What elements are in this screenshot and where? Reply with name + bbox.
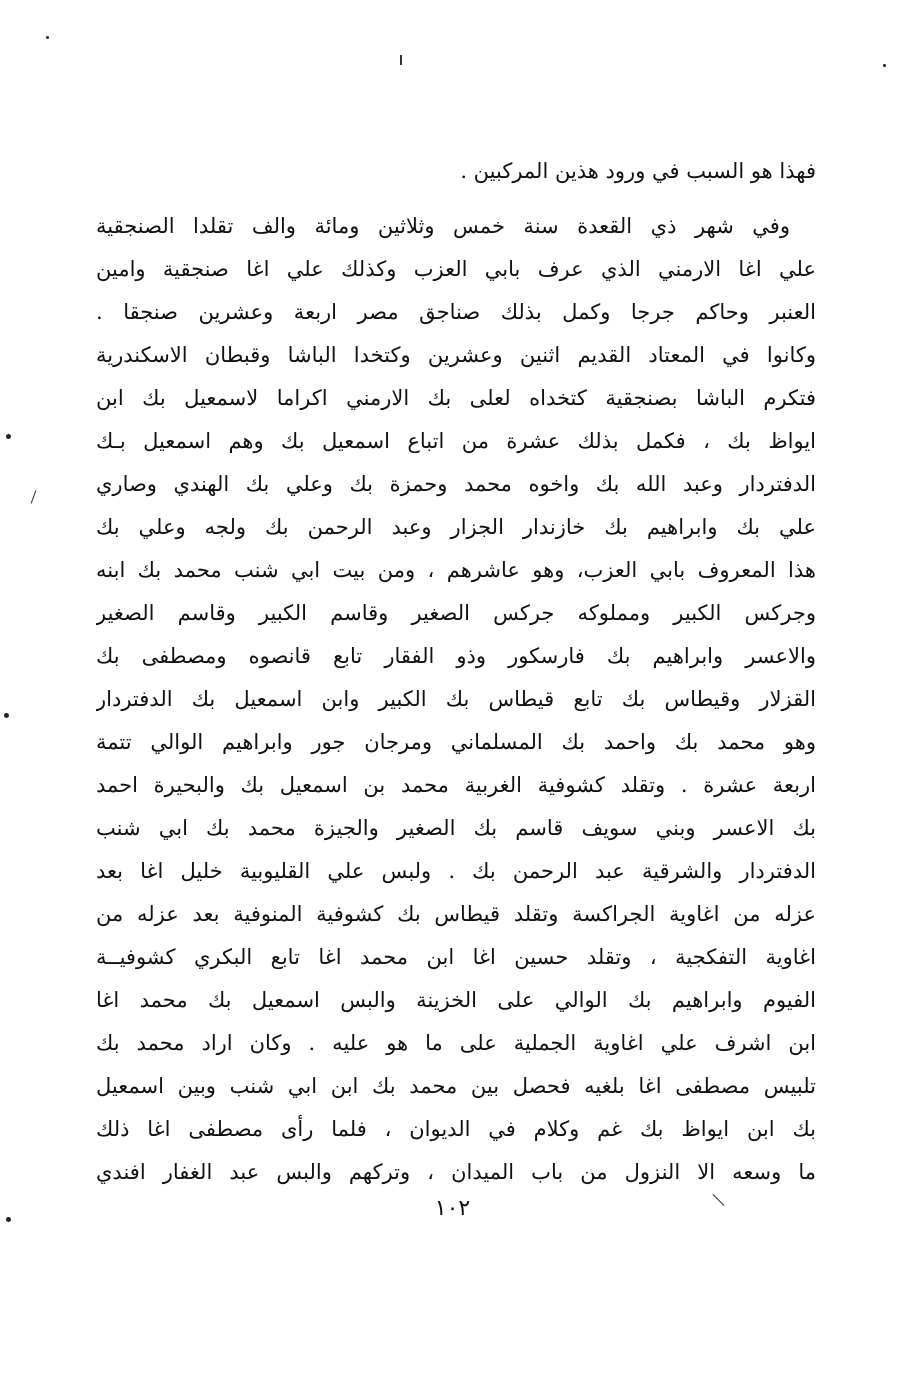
text-line: اغاوية التفكجية ، وتقلد حسين اغا ابن محمد اغا تابع البكري كشوفيــة — [96, 945, 816, 969]
text-line: الدفتردار والشرقية عبد الرحمن بك . ولبس علي القليوبية خليل اغا بعد — [96, 859, 816, 883]
text-line: ابن اشرف علي اغاوية الجملية على ما هو عليه . وكان اراد محمد بك — [96, 1031, 816, 1055]
text-line: بك الاعسر وبني سويف قاسم بك الصغير والجيزة محمد بك ابي شنب — [96, 816, 816, 840]
text-line: وجركس الكبير ومملوكه جركس الصغير وقاسم الكبير وقاسم الصغير — [96, 601, 816, 625]
text-line: هذا المعروف بابي العزب، وهو عاشرهم ، ومن بيت ابي شنب محمد بك ابنه — [96, 558, 816, 582]
body-text — [96, 150, 816, 1194]
text-line: تلبيس مصطفى اغا بلغيه فحصل بين محمد بك ابن ابي شنب وبين اسمعيل — [96, 1074, 816, 1098]
scan-mark — [31, 490, 37, 503]
text-line: وهو محمد بك واحمد بك المسلماني ومرجان جور وابراهيم الوالي تتمة — [96, 730, 816, 754]
paragraph-gap — [96, 193, 816, 205]
text-line: القزلار وقيطاس بك تابع قيطاس بك الكبير وابن اسمعيل بك الدفتردار — [96, 687, 816, 711]
scan-speck — [4, 713, 9, 718]
text-line: علي بك وابراهيم بك خازندار الجزار وعبد الرحمن بك ولجه وعلي بك — [96, 515, 816, 539]
text-line: اربعة عشرة . وتقلد كشوفية الغربية محمد بن اسمعيل بك والبحيرة احمد — [96, 773, 816, 797]
text-line: عزله من اغاوية الجراكسة وتقلد قيطاس بك كشوفية المنوفية بعد عزله من — [96, 902, 816, 926]
text-line: الدفتردار وعبد الله بك واخوه محمد وحمزة بك وعلي بك الهندي وصاري — [96, 472, 816, 496]
scan-mark — [400, 55, 402, 65]
page-number: ١٠٢ — [434, 1196, 471, 1221]
text-line: فهذا هو السبب في ورود هذين المركبين . — [460, 159, 816, 183]
text-line: وكانوا في المعتاد القديم اثنين وعشرين وكتخدا الباشا وقبطان الاسكندرية — [96, 343, 816, 367]
text-line: ايواظ بك ، فكمل بذلك عشرة من اتباع اسمعيل بك وهم اسمعيل بـك — [96, 429, 816, 453]
text-line: وفي شهر ذي القعدة سنة خمس وثلاثين ومائة والف تقلدا الصنجقية — [96, 214, 790, 238]
scan-speck — [883, 64, 886, 67]
text-line: الفيوم وابراهيم بك الوالي على الخزينة والبس اسمعيل بك محمد اغا — [96, 988, 816, 1012]
text-line: العنبر وحاكم جرجا وكمل بذلك صناجق مصر اربعة وعشرين صنجقا . — [96, 300, 816, 324]
text-line: بك ابن ايواظ بك غم وكلام في الديوان ، فلما رأى مصطفى اغا ذلك — [96, 1117, 816, 1141]
scan-speck — [46, 36, 49, 39]
text-line: علي اغا الارمني الذي عرف بابي العزب وكذلك علي اغا صنجقية وامين — [96, 257, 816, 281]
text-line: ما وسعه الا النزول من باب الميدان ، وتركهم والبس عبد الغفار افندي — [96, 1160, 816, 1184]
text-line: والاعسر وابراهيم بك فارسكور وذو الفقار تابع قانصوه ومصطفى بك — [96, 644, 816, 668]
text-line: فتكرم الباشا بصنجقية كتخداه لعلى بك الارمني اكراما لاسمعيل بك ابن — [96, 386, 816, 410]
scan-speck — [6, 434, 11, 439]
